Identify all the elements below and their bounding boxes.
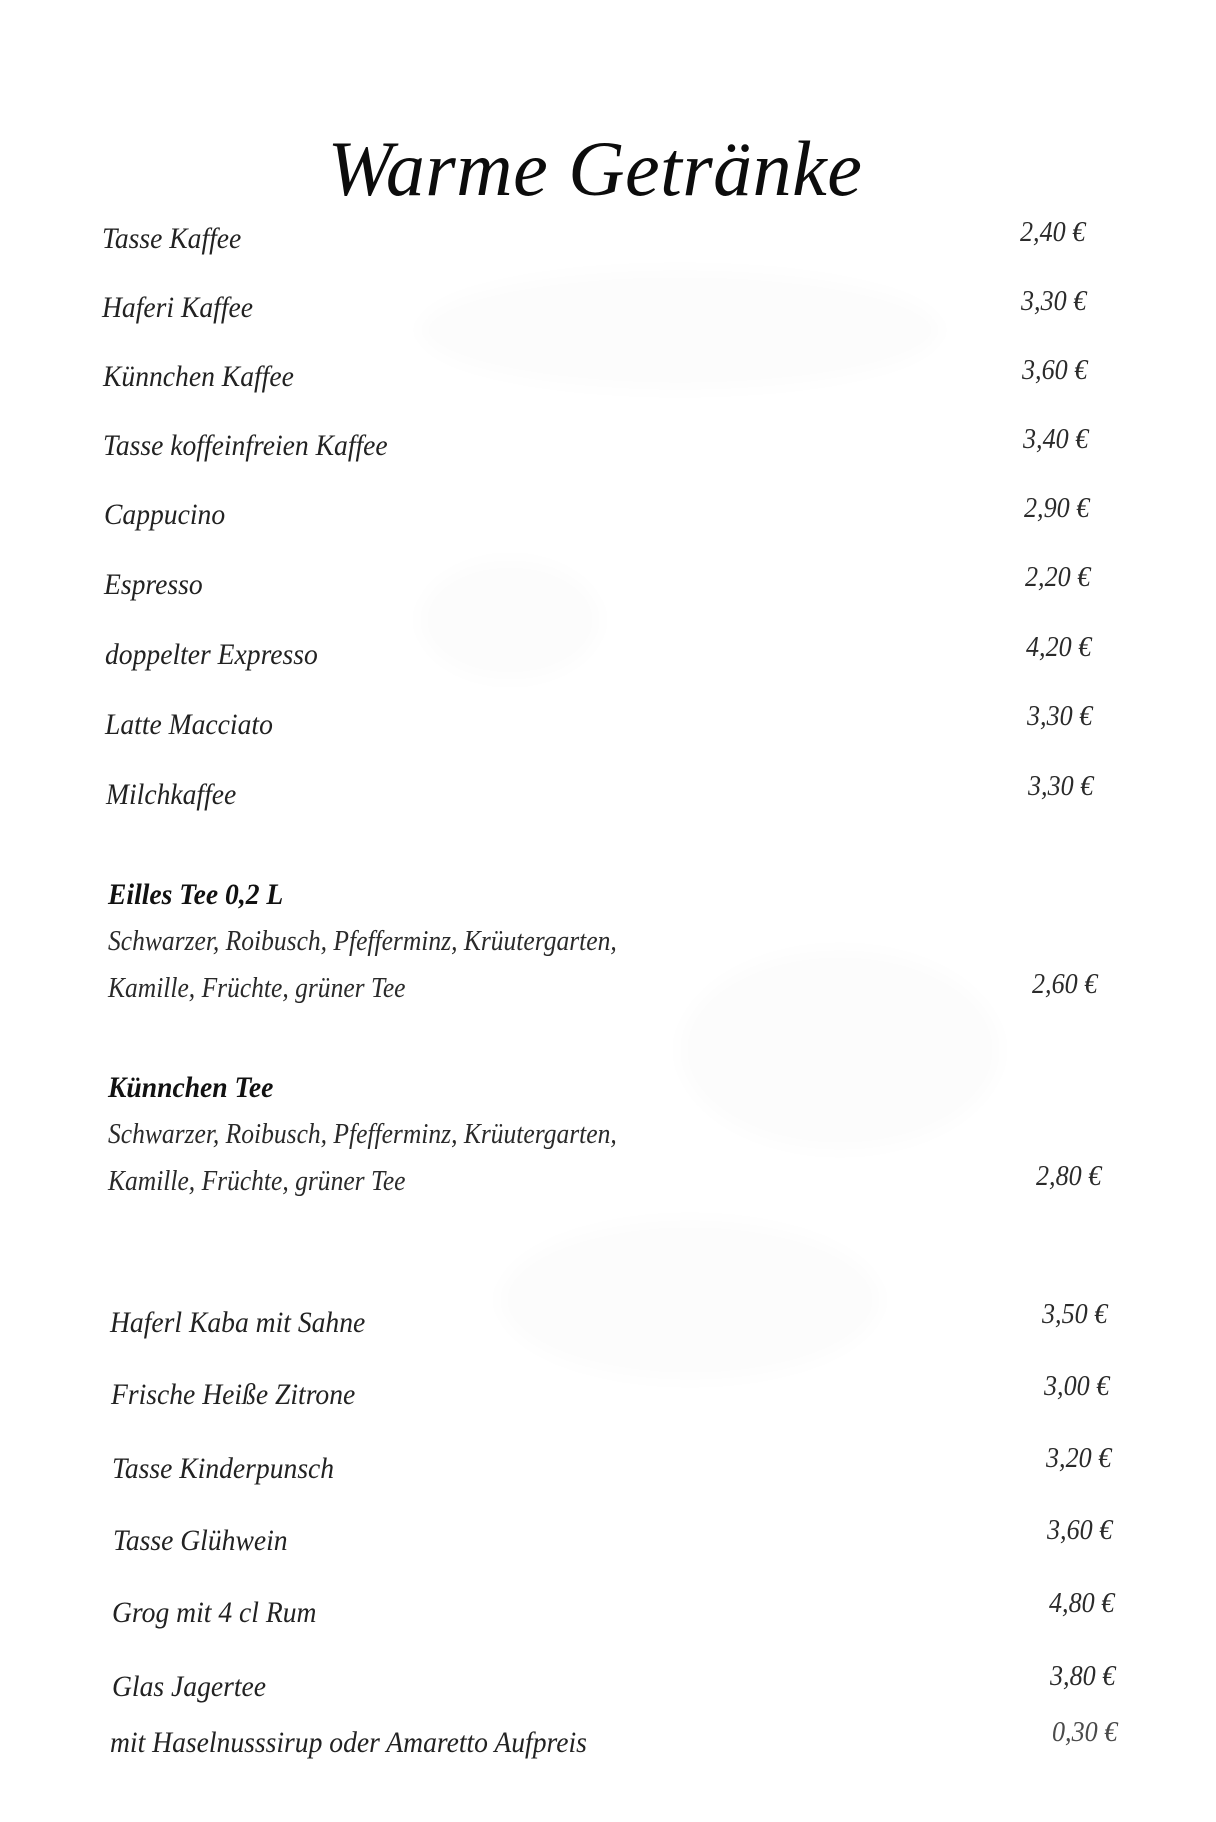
menu-item-name: Latte Macciato (105, 708, 273, 741)
menu-item-name: doppelter Expresso (105, 638, 318, 671)
menu-item-price: 3,30 € (1028, 770, 1094, 802)
menu-item-price: 3,30 € (1027, 700, 1093, 732)
menu-item-price: 3,20 € (1046, 1442, 1112, 1474)
menu-item-description: Schwarzer, Roibusch, Pfefferminz, Krüutergarten, (108, 925, 617, 957)
menu-item-price: 0,30 € (1052, 1716, 1118, 1748)
menu-item-description: Kamille, Früchte, grüner Tee (108, 1165, 406, 1197)
menu-item-name: Haferl Kaba mit Sahne (110, 1306, 366, 1339)
menu-item-price: 3,60 € (1022, 354, 1088, 386)
background-watermark (420, 560, 600, 680)
menu-item-price: 3,80 € (1050, 1660, 1116, 1692)
menu-item-description: Schwarzer, Roibusch, Pfefferminz, Krüutergarten, (108, 1118, 617, 1150)
menu-item-name: Haferi Kaffee (102, 291, 254, 324)
menu-item-description: Kamille, Früchte, grüner Tee (108, 972, 406, 1004)
menu-item-price: 3,30 € (1021, 285, 1087, 317)
menu-item-name: Künnchen Kaffee (103, 360, 294, 393)
menu-item-price: 3,40 € (1023, 423, 1089, 455)
menu-item-name: mit Haselnusssirup oder Amaretto Aufpreis (110, 1726, 587, 1759)
menu-item-name: Tasse Kaffee (102, 222, 242, 255)
menu-item-name: Milchkaffee (106, 778, 237, 811)
menu-item-price: 3,60 € (1047, 1514, 1113, 1546)
menu-item-name: Glas Jagertee (112, 1670, 267, 1703)
background-watermark (420, 270, 940, 390)
menu-item-price: 2,20 € (1025, 561, 1091, 593)
menu-item-price: 3,00 € (1044, 1370, 1110, 1402)
menu-item-name: Tasse Glühwein (113, 1524, 288, 1557)
menu-item-name: Cappucino (104, 498, 226, 531)
menu-item-name: Frische Heiße Zitrone (111, 1378, 356, 1411)
menu-item-name: Eilles Tee 0,2 L (108, 878, 284, 911)
background-watermark (500, 1220, 880, 1380)
menu-item-name: Grog mit 4 cl Rum (112, 1596, 317, 1629)
background-watermark (680, 950, 1000, 1150)
menu-item-name: Espresso (104, 568, 203, 601)
menu-item-price: 4,20 € (1026, 631, 1092, 663)
menu-title: Warme Getränke (327, 125, 863, 213)
menu-item-price: 2,60 € (1032, 968, 1098, 1000)
menu-item-name: Tasse koffeinfreien Kaffee (103, 429, 388, 462)
menu-item-price: 2,40 € (1020, 216, 1086, 248)
menu-item-name: Tasse Kinderpunsch (112, 1452, 335, 1485)
menu-item-price: 2,90 € (1024, 492, 1090, 524)
menu-item-price: 2,80 € (1036, 1160, 1102, 1192)
menu-item-price: 3,50 € (1042, 1298, 1108, 1330)
menu-item-name: Künnchen Tee (108, 1071, 274, 1104)
menu-item-price: 4,80 € (1049, 1587, 1115, 1619)
